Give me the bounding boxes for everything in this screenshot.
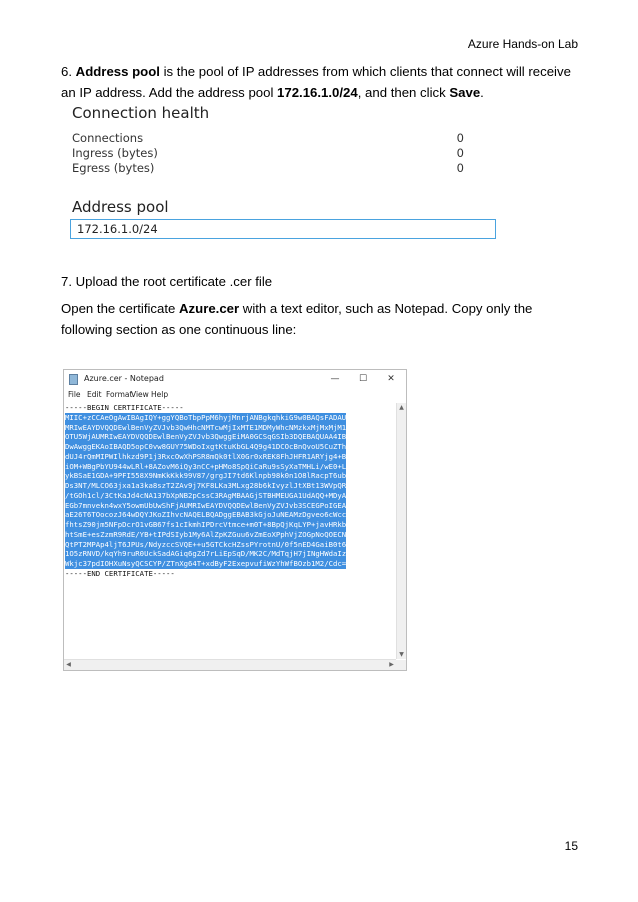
certificate-body-line: iOM+WBgPbYU944wLRl+8AZovM6iQy3nCC+pHMo8SpQiCaRu9sSyXaTMHLi/wE0+L bbox=[65, 461, 347, 471]
connections-label: Connections bbox=[72, 131, 144, 145]
save-term: Save bbox=[449, 85, 481, 100]
address-pool-input[interactable] bbox=[70, 219, 496, 239]
address-pool-term: Address pool bbox=[75, 64, 160, 79]
menu-edit[interactable]: Edit bbox=[87, 390, 102, 399]
certificate-body-line: EGb7mnvekn4wxY5owmUbUwShFjAUMRIwEAYDVQQDEwlBenVyZVJvb3SCEGPoIGEA bbox=[65, 500, 347, 510]
vertical-scrollbar[interactable] bbox=[396, 403, 406, 659]
scrollbar-corner bbox=[396, 660, 406, 670]
certificate-body-line: htSmE+esZzmR9RdE/YB+tIPdSIyb1My6AlZpKZGuu6vZmEoXPphVjZOGpNoQOECN bbox=[65, 529, 347, 539]
connections-value: 0 bbox=[456, 131, 464, 145]
ingress-label: Ingress (bytes) bbox=[72, 146, 158, 160]
certificate-marker-line: -----END CERTIFICATE----- bbox=[65, 568, 175, 578]
certificate-body-line: fhtsZ90jm5NFpDcrO1vGB67fs1cIkmhIPDrcVtmce+m0T+8BpQjKqLYP+javHRkb bbox=[65, 520, 347, 529]
certificate-body-line: Wkjc37pdIOHXuNsyQCSCYP/ZTnXg64T+xdByF2ExepvufiWzYhWfBOzb1M2/Cdc= bbox=[65, 559, 347, 568]
menu-view[interactable]: View bbox=[131, 390, 149, 399]
certificate-body-line: DwAwggEKAoIBAQD5opC0vw8GUY75WDoIxgtKtuKbGL4Q9g41DCOcBnQvoU5CuZTh bbox=[65, 442, 347, 451]
certificate-body-line: Ds3NT/MLCO63jxa1a3ka8szT2ZAv9j7KF8LKa3MLxg28b6kIvyzlJtXBt13WVpQR bbox=[65, 481, 347, 490]
certificate-body-line: MRIwEAYDVQQDEwlBenVyZVJvb3QwHhcNMTcwMjIxMTE1MDMyWhcNMzkxMjMxMjM1 bbox=[65, 422, 347, 432]
step-7-heading: 7. Upload the root certificate .cer file bbox=[61, 274, 273, 289]
certificate-body-line: /tGOh1cl/3CtKaJd4cNA137bXpNB2pCssC3RAgMBAAGjSTBHMEUGA1UdAQQ+MDyA bbox=[65, 490, 347, 500]
certificate-filename: Azure.cer bbox=[179, 301, 240, 316]
page-number: 15 bbox=[564, 839, 578, 853]
scroll-up-icon[interactable]: ▲ bbox=[399, 404, 404, 411]
step-6-number: 6. bbox=[61, 64, 76, 79]
scroll-right-icon[interactable]: ▶ bbox=[389, 661, 394, 668]
menu-format[interactable]: Format bbox=[106, 390, 133, 399]
minimize-button[interactable]: — bbox=[330, 374, 340, 384]
close-button[interactable]: ✕ bbox=[387, 374, 395, 384]
text-editor-area[interactable] bbox=[65, 403, 395, 659]
egress-row bbox=[72, 161, 464, 175]
ingress-value: 0 bbox=[456, 146, 464, 160]
open-certificate-paragraph bbox=[61, 298, 581, 340]
certificate-marker-line: -----BEGIN CERTIFICATE----- bbox=[65, 403, 184, 412]
certificate-body-line: 1O5zRNVD/kqYh9ruR0UckSadAGiq6gZd7rLiEpSqD/MK2C/MdTqjH7jINgHWdaIz bbox=[65, 549, 347, 559]
scroll-down-icon[interactable]: ▼ bbox=[399, 651, 404, 658]
notepad-window bbox=[63, 369, 407, 671]
open-certificate-text-2: with a text editor, such as Notepad. Copy only the following section as one continuous line: bbox=[61, 301, 533, 337]
notepad-titlebar[interactable] bbox=[64, 370, 406, 389]
certificate-body-line: MIIC+zCCAeOgAwIBAgIQY+ggYQBoTbpPpM6hyjMnrjANBgkqhkiG9w0BAQsFADAU bbox=[65, 412, 347, 422]
step-6-text: is the pool of IP addresses from which clients that connect will receive an IP address. Add the address pool bbox=[61, 64, 571, 100]
menu-file[interactable]: File bbox=[68, 390, 81, 399]
ingress-row bbox=[72, 146, 464, 160]
egress-value: 0 bbox=[456, 161, 464, 175]
page-header: Azure Hands-on Lab bbox=[467, 37, 578, 51]
certificate-body-line: dUJ4rQmMIPWIlhkzd9P1j3RxcOwXhPSR8mQk0tlX0Gr0xREK8FhJHFR1ARYjg4+B bbox=[65, 451, 347, 461]
maximize-button[interactable]: ☐ bbox=[358, 374, 368, 384]
step-6-text-2: , and then click bbox=[357, 85, 450, 100]
step-6-paragraph bbox=[61, 61, 581, 103]
window-title: Azure.cer - Notepad bbox=[84, 374, 164, 383]
menu-help[interactable]: Help bbox=[151, 390, 169, 399]
connections-row bbox=[72, 131, 464, 145]
point-to-site-config-panel bbox=[66, 104, 506, 244]
certificate-body-line: ykBSaE1GDA+9PFI558X9NmKkKkk99V87/grgJI7td6Klnpb98k0n1O8lRacpT6ub bbox=[65, 471, 347, 481]
connection-health-title: Connection health bbox=[72, 104, 210, 122]
step-6-end: . bbox=[480, 85, 484, 100]
horizontal-scrollbar[interactable] bbox=[64, 659, 396, 670]
certificate-body-line: OTU5WjAUMRIwEAYDVQQDEwlBenVyZVJvb3QwggEiMA0GCSqGSIb3DQEBAQUAA4IB bbox=[65, 432, 347, 442]
certificate-body-line: QtPT2MPAp4ljT6JPUs/NdyzccSVQE++u5GTCkcHZssPYrotnU/0f5nED4GaiB0t6 bbox=[65, 539, 347, 549]
certificate-body-line: aE26T6TOocozJ64wDQYJKoZIhvcNAQELBQADggEBAB3kGjoJuNEAMzDgveo6cWcc bbox=[65, 510, 347, 520]
open-certificate-text: Open the certificate bbox=[61, 301, 180, 316]
egress-label: Egress (bytes) bbox=[72, 161, 155, 175]
menu-bar bbox=[64, 389, 406, 402]
address-pool-value-text: 172.16.1.0/24 bbox=[277, 85, 358, 100]
address-pool-title: Address pool bbox=[72, 198, 169, 216]
scroll-left-icon[interactable]: ◀ bbox=[66, 661, 71, 668]
notepad-icon bbox=[69, 374, 78, 385]
